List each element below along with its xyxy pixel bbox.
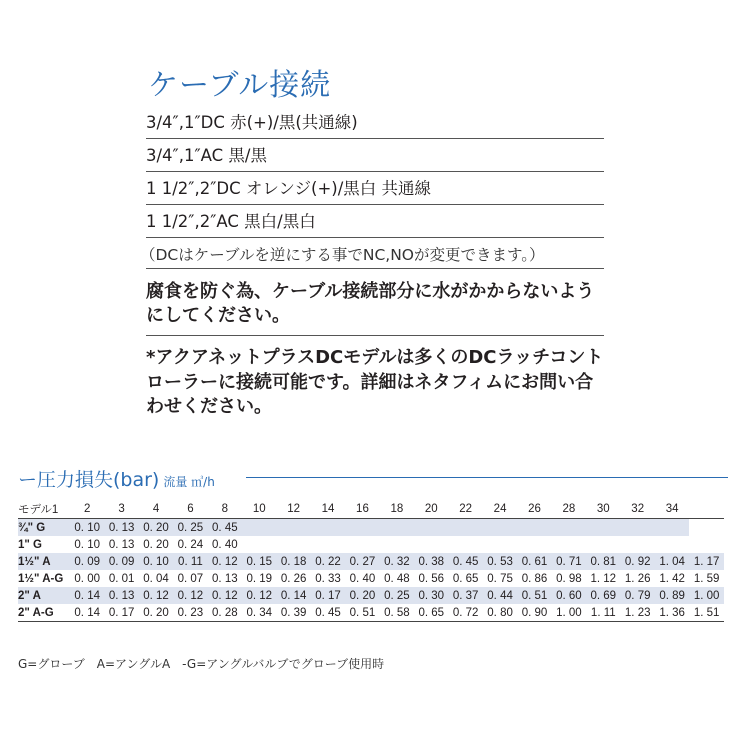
value-cell: 0. 13 <box>212 572 238 585</box>
value-cell <box>345 519 379 537</box>
value-cell: 1. 00 <box>556 606 582 619</box>
value-cell: 0. 23 <box>177 606 204 619</box>
value-cell: 0. 24 <box>177 538 204 551</box>
value-cell <box>655 536 689 553</box>
value-cell: 0. 86 <box>521 572 548 585</box>
pressure-section-header <box>18 465 728 489</box>
value-cell <box>655 519 689 537</box>
value-cell: 0. 90 <box>521 606 548 619</box>
value-cell: 0. 45 <box>212 521 238 534</box>
value-cell <box>380 536 414 553</box>
divider <box>146 171 604 172</box>
value-cell: 0. 61 <box>521 555 548 568</box>
value-cell <box>414 519 448 537</box>
value-cell: 0. 44 <box>487 589 513 602</box>
divider <box>146 237 604 238</box>
flow-header: 14 <box>321 503 335 515</box>
value-cell <box>242 536 276 553</box>
value-cell: 1. 42 <box>659 572 685 585</box>
divider <box>146 335 604 336</box>
value-cell: 0. 37 <box>452 589 479 602</box>
value-cell: 0. 18 <box>280 555 307 568</box>
value-cell: 0. 56 <box>418 572 445 585</box>
table-row <box>18 587 724 604</box>
divider <box>146 204 604 205</box>
value-cell: 0. 72 <box>452 606 479 619</box>
value-cell: 0. 14 <box>74 606 100 619</box>
value-cell: 0. 33 <box>315 572 341 585</box>
value-cell: 0. 51 <box>349 606 376 619</box>
value-cell: 0. 20 <box>143 538 169 551</box>
pressure-loss-table <box>18 500 724 622</box>
flow-header: 10 <box>252 503 266 515</box>
value-cell <box>276 519 310 537</box>
value-cell: 0. 22 <box>315 555 341 568</box>
flow-header: 26 <box>528 503 541 515</box>
value-cell: 0. 19 <box>246 572 273 585</box>
flow-header: 32 <box>631 503 645 515</box>
flow-header: 22 <box>459 503 473 515</box>
pressure-title-text: ー圧力損失(bar) <box>18 469 160 491</box>
value-cell: 0. 12 <box>143 589 169 602</box>
flow-header: 34 <box>665 503 679 515</box>
flow-header: 30 <box>596 503 610 515</box>
value-cell: 0. 10 <box>74 521 100 534</box>
value-cell: 0. 26 <box>280 572 307 585</box>
value-cell <box>621 519 655 537</box>
value-cell: 1. 59 <box>693 572 720 585</box>
value-cell: 0. 12 <box>212 589 238 602</box>
table-row <box>18 553 724 570</box>
value-cell: 0. 14 <box>280 589 307 602</box>
value-cell: 0. 09 <box>74 555 100 568</box>
value-cell: 0. 09 <box>108 555 135 568</box>
cable-note: （DCはケーブルを逆にする事でNC,NOが変更できます。） <box>140 246 545 264</box>
cable-row-text: 1 1/2″,2″DC オレンジ(+)/黒白 共通線 <box>146 179 432 198</box>
model-cell: 1½" A <box>18 555 51 568</box>
value-cell: 1. 26 <box>624 572 651 585</box>
value-cell: 0. 17 <box>315 589 341 602</box>
value-cell: 0. 60 <box>556 589 582 602</box>
value-cell <box>448 536 482 553</box>
model-cell: 1½" A-G <box>18 572 64 585</box>
value-cell: 1. 51 <box>693 606 720 619</box>
value-cell: 1. 17 <box>693 555 720 568</box>
flow-header: 18 <box>390 503 404 515</box>
flow-header: 20 <box>424 503 438 515</box>
value-cell <box>448 519 482 537</box>
section-rule <box>246 477 728 478</box>
cable-row <box>146 112 604 134</box>
value-cell <box>242 519 276 537</box>
table-header-row <box>18 500 724 519</box>
extra-note: *アクアネットプラスDCモデルは多くのDCラッチコントローラーに接続可能です。詳細はネタフィムにお問い合わせください。 <box>146 347 604 417</box>
value-cell: 0. 40 <box>349 572 376 585</box>
value-cell: 0. 13 <box>108 538 135 551</box>
value-cell: 0. 89 <box>659 589 685 602</box>
value-cell: 0. 17 <box>108 606 135 619</box>
value-cell: 0. 51 <box>521 589 548 602</box>
value-cell: 0. 65 <box>418 606 445 619</box>
value-cell: 0. 10 <box>143 555 169 568</box>
flow-header: 12 <box>287 503 301 515</box>
value-cell: 0. 00 <box>74 572 100 585</box>
warning-text: 腐食を防ぐ為、ケーブル接続部分に水がかからないようにしてください。 <box>146 281 595 326</box>
model-cell: 2" A-G <box>18 606 54 619</box>
value-cell: 0. 20 <box>143 521 169 534</box>
value-cell: 0. 28 <box>212 606 238 619</box>
value-cell: 0. 38 <box>418 555 445 568</box>
value-cell <box>517 536 551 553</box>
value-cell: 0. 48 <box>384 572 410 585</box>
value-cell <box>345 536 379 553</box>
value-cell: 0. 10 <box>74 538 100 551</box>
value-cell: 0. 25 <box>177 521 204 534</box>
flow-header-blank <box>689 500 724 519</box>
flow-header: 6 <box>187 503 194 515</box>
value-cell <box>380 519 414 537</box>
model-cell: 1" G <box>18 538 42 551</box>
model-header: モデル1 <box>18 504 59 516</box>
value-cell <box>311 519 345 537</box>
value-cell: 1. 36 <box>659 606 685 619</box>
table-row <box>18 570 724 587</box>
value-cell <box>552 519 586 537</box>
value-cell: 0. 81 <box>590 555 617 568</box>
value-cell: 0. 80 <box>487 606 513 619</box>
legend-footnote: G=グローブ A=アングルA -G=アングルバルブでグローブ使用時 <box>18 657 385 671</box>
value-cell: 0. 04 <box>143 572 169 585</box>
flow-unit: 流量 ㎥/h <box>163 475 215 489</box>
value-cell <box>414 536 448 553</box>
value-cell: 0. 25 <box>384 589 410 602</box>
value-cell: 0. 01 <box>108 572 135 585</box>
pressure-title <box>18 465 215 492</box>
value-cell: 0. 71 <box>556 555 582 568</box>
value-cell <box>552 536 586 553</box>
value-cell: 1. 11 <box>590 606 616 619</box>
value-cell: 0. 15 <box>246 555 273 568</box>
value-cell: 1. 00 <box>693 589 720 602</box>
model-cell: 2" A <box>18 589 41 602</box>
value-cell: 0. 53 <box>487 555 513 568</box>
cable-row-text: 3/4″,1″DC 赤(+)/黒(共通線) <box>146 113 358 132</box>
cable-title: ケーブル接続 <box>148 68 332 103</box>
value-cell: 0. 98 <box>556 572 582 585</box>
value-cell: 1. 12 <box>590 572 617 585</box>
divider <box>146 268 604 269</box>
value-cell: 1. 04 <box>659 555 685 568</box>
flow-header: 4 <box>152 503 160 515</box>
model-cell: ¾" G <box>18 521 46 534</box>
value-cell <box>586 519 620 537</box>
value-cell: 0. 20 <box>143 606 169 619</box>
value-cell: 0. 13 <box>108 589 135 602</box>
cable-row <box>146 211 604 233</box>
table-row <box>18 604 724 622</box>
table-row <box>18 519 724 537</box>
flow-header: 3 <box>118 503 125 515</box>
cable-row-text: 3/4″,1″AC 黒/黒 <box>146 146 267 165</box>
value-cell: 0. 92 <box>624 555 651 568</box>
value-cell <box>517 519 551 537</box>
cable-row <box>146 145 604 167</box>
value-cell: 0. 32 <box>384 555 410 568</box>
divider <box>146 138 604 139</box>
value-cell <box>621 536 655 553</box>
value-cell: 0. 14 <box>74 589 100 602</box>
flow-header: 2 <box>84 503 91 515</box>
value-cell: 0. 27 <box>349 555 376 568</box>
value-cell: 1. 23 <box>624 606 651 619</box>
value-cell: 0. 13 <box>108 521 135 534</box>
value-cell: 0. 65 <box>452 572 479 585</box>
value-cell: 0. 12 <box>246 589 273 602</box>
value-cell: 0. 45 <box>315 606 341 619</box>
flow-header: 16 <box>356 503 369 515</box>
flow-header: 8 <box>221 503 229 515</box>
flow-header: 24 <box>493 503 507 515</box>
flow-header: 28 <box>562 503 576 515</box>
table-row <box>18 536 724 553</box>
value-cell: 0. 79 <box>624 589 651 602</box>
value-cell: 0. 34 <box>246 606 273 619</box>
value-cell <box>311 536 345 553</box>
value-cell <box>276 536 310 553</box>
value-cell: 0. 11 <box>178 555 203 568</box>
value-cell: 0. 45 <box>452 555 479 568</box>
value-cell <box>483 536 517 553</box>
cable-row-text: 1 1/2″,2″AC 黒白/黒白 <box>146 212 316 231</box>
value-cell: 0. 58 <box>384 606 410 619</box>
value-cell: 0. 75 <box>487 572 513 585</box>
value-cell: 0. 07 <box>177 572 204 585</box>
value-cell: 0. 30 <box>418 589 445 602</box>
value-cell: 0. 12 <box>212 555 238 568</box>
value-cell: 0. 39 <box>280 606 307 619</box>
value-cell: 0. 12 <box>177 589 204 602</box>
value-cell: 0. 20 <box>349 589 376 602</box>
value-cell: 0. 69 <box>590 589 617 602</box>
value-cell <box>586 536 620 553</box>
value-cell <box>483 519 517 537</box>
value-cell: 0. 40 <box>212 538 238 551</box>
cable-row <box>146 178 604 200</box>
